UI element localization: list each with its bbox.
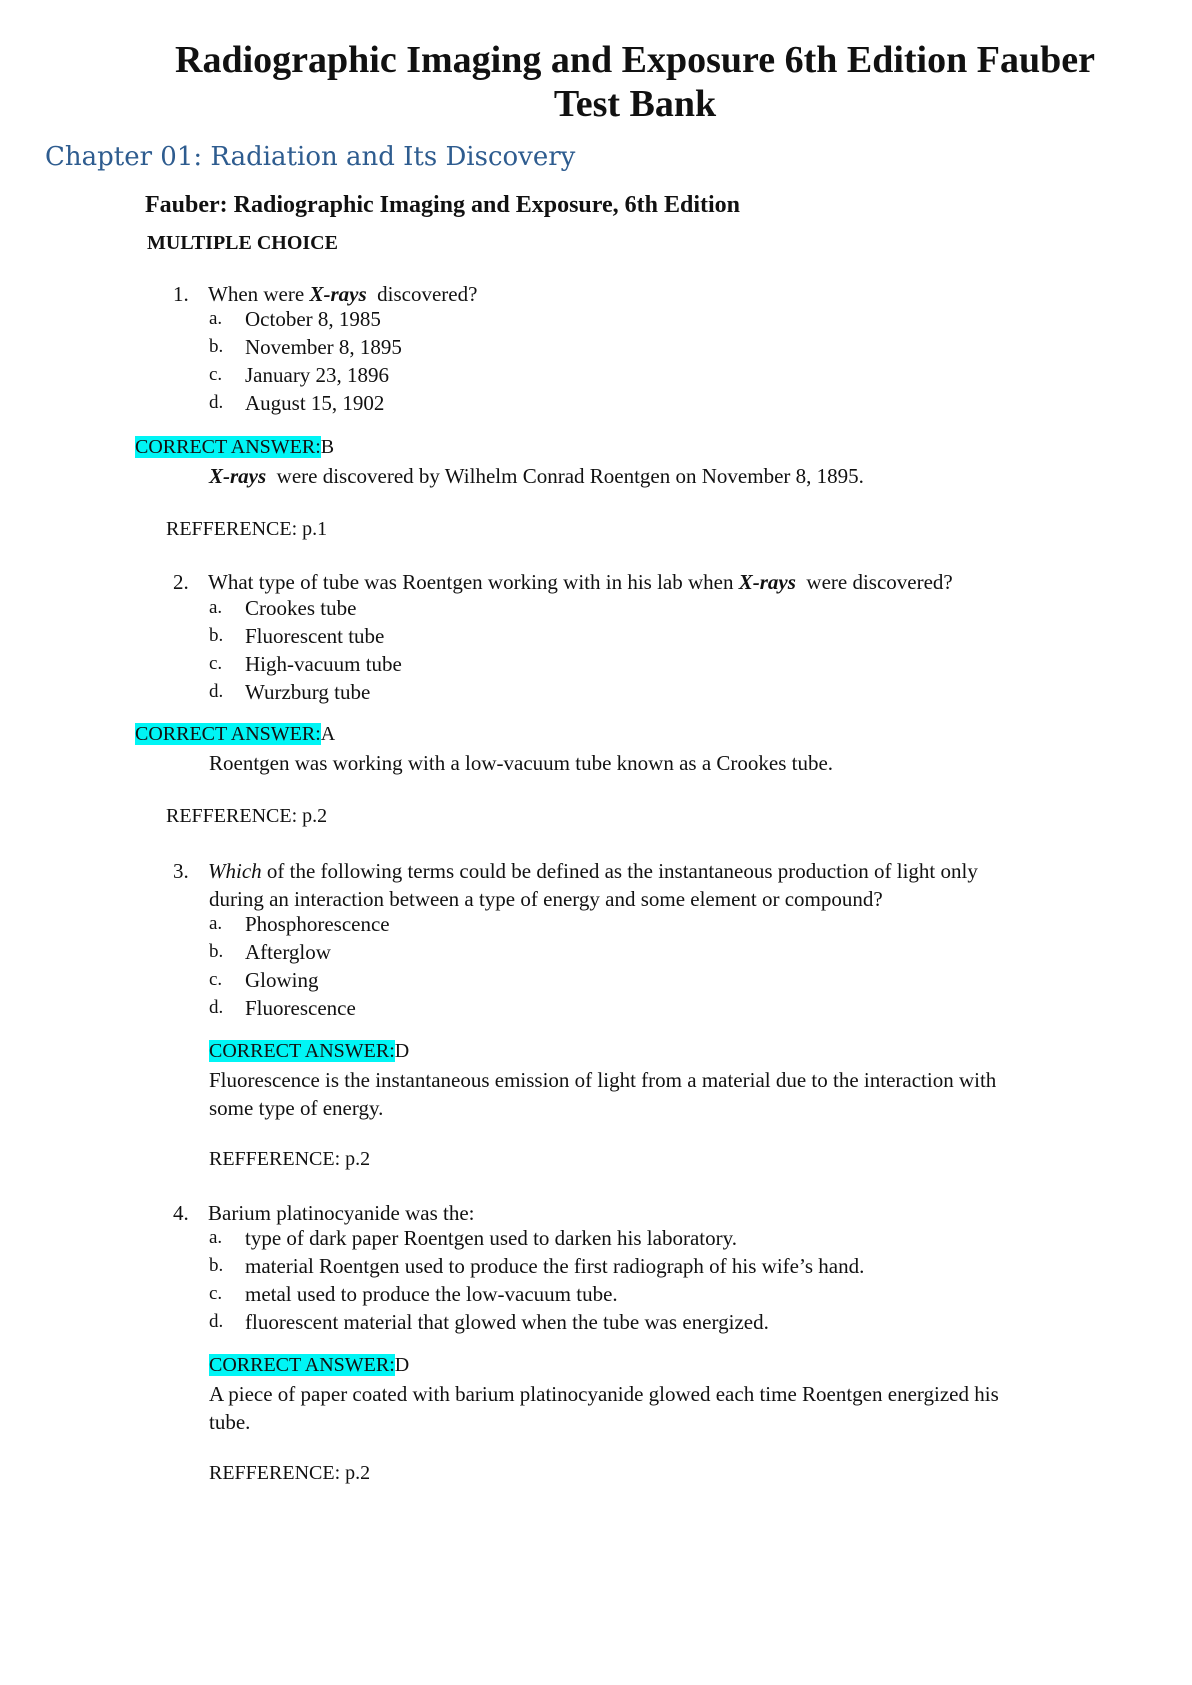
option-d [209, 997, 223, 1019]
question-text-line-1: of the following terms could be defined as the instantaneous production of light only [261, 859, 978, 883]
option-letter: d. [209, 1311, 224, 1332]
option-c [209, 653, 222, 675]
option-letter: d. [209, 997, 224, 1018]
document-title-line-2: Test Bank [553, 83, 717, 125]
option-c [209, 364, 222, 386]
option-text: November 8, 1895 [245, 335, 402, 359]
reference-3 [209, 1148, 370, 1171]
option-text: High-vacuum tube [245, 652, 402, 676]
reference-label: REFFERENCE: [166, 805, 298, 827]
correct-answer-2 [135, 723, 335, 746]
question-emphasis: Which [208, 859, 262, 883]
option-letter: b. [209, 1255, 224, 1276]
explanation-4-line-2: tube. [209, 1410, 251, 1434]
reference-2 [166, 805, 327, 828]
reference-label: REFFERENCE: [166, 518, 298, 540]
option-text: Fluorescence [245, 996, 356, 1020]
option-text: October 8, 1985 [245, 307, 381, 331]
option-letter: a. [209, 1227, 223, 1248]
question-emphasis: X-rays [738, 570, 796, 594]
option-text: material Roentgen used to produce the first radiograph of his wife’s hand. [245, 1254, 865, 1278]
option-text: Wurzburg tube [245, 680, 371, 704]
question-text: Barium platinocyanide was the: [208, 1201, 475, 1225]
reference-4 [209, 1462, 370, 1485]
option-a [209, 308, 222, 330]
option-text: Afterglow [245, 940, 331, 964]
reference-page: p.2 [345, 1462, 371, 1484]
option-c [209, 1283, 222, 1305]
question-3 [173, 857, 978, 885]
option-letter: b. [209, 941, 224, 962]
option-d [209, 681, 223, 703]
chapter-heading: Chapter 01: Radiation and Its Discovery [45, 142, 576, 172]
explanation-emphasis: X-rays [209, 464, 267, 488]
option-text: Glowing [245, 968, 319, 992]
option-b [209, 336, 223, 358]
option-letter: d. [209, 681, 224, 702]
answer-letter: D [394, 1354, 410, 1376]
question-text-end: discovered? [366, 282, 478, 306]
reference-page: p.2 [345, 1148, 371, 1170]
question-number: 2. [173, 570, 189, 594]
correct-answer-1 [135, 436, 334, 459]
option-d [209, 1311, 223, 1333]
explanation-3-line-2: some type of energy. [209, 1096, 384, 1120]
reference-label: REFFERENCE: [209, 1148, 341, 1170]
question-2 [173, 568, 953, 596]
correct-answer-3 [209, 1040, 409, 1063]
reference-page: p.2 [302, 805, 328, 827]
option-b [209, 1255, 223, 1277]
option-letter: c. [209, 364, 223, 385]
answer-letter: B [320, 436, 335, 458]
question-text-start: What type of tube was Roentgen working with in his lab when [208, 570, 739, 594]
option-letter: a. [209, 597, 223, 618]
book-subheading: Fauber: Radiographic Imaging and Exposure, 6th Edition [145, 192, 740, 218]
question-text-end: were discovered? [795, 570, 953, 594]
question-4 [173, 1199, 475, 1227]
question-number: 1. [173, 282, 189, 306]
section-heading: MULTIPLE CHOICE [147, 232, 338, 254]
reference-page: p.1 [302, 518, 328, 540]
question-number: 3. [173, 859, 189, 883]
answer-letter: A [320, 723, 336, 745]
question-emphasis: X-rays [309, 282, 367, 306]
explanation-3-line-1: Fluorescence is the instantaneous emission of light from a material due to the interaction with [209, 1068, 997, 1092]
question-number: 4. [173, 1201, 189, 1225]
option-text: Fluorescent tube [245, 624, 385, 648]
answer-highlight-label: CORRECT ANSWER: [209, 1354, 395, 1376]
reference-1 [166, 518, 327, 541]
option-letter: b. [209, 336, 224, 357]
option-a [209, 1227, 222, 1249]
option-text: fluorescent material that glowed when the tube was energized. [245, 1310, 769, 1334]
option-letter: a. [209, 913, 223, 934]
answer-highlight-label: CORRECT ANSWER: [209, 1040, 395, 1062]
question-1 [173, 280, 477, 308]
option-c [209, 969, 222, 991]
explanation-2: Roentgen was working with a low-vacuum tube known as a Crookes tube. [209, 751, 834, 775]
option-a [209, 597, 222, 619]
answer-letter: D [394, 1040, 410, 1062]
explanation-1 [209, 462, 864, 490]
question-text-start: When were [208, 282, 310, 306]
option-text: Phosphorescence [245, 912, 390, 936]
reference-label: REFFERENCE: [209, 1462, 341, 1484]
option-b [209, 941, 223, 963]
option-letter: c. [209, 969, 223, 990]
option-b [209, 625, 223, 647]
explanation-text: were discovered by Wilhelm Conrad Roentgen on November 8, 1895. [266, 464, 864, 488]
option-letter: c. [209, 1283, 223, 1304]
option-d [209, 392, 223, 414]
option-text: metal used to produce the low-vacuum tube. [245, 1282, 618, 1306]
option-letter: c. [209, 653, 223, 674]
answer-highlight-label: CORRECT ANSWER: [135, 723, 321, 745]
option-text: type of dark paper Roentgen used to darken his laboratory. [245, 1226, 737, 1250]
option-text: August 15, 1902 [245, 391, 385, 415]
document-title-line-1: Radiographic Imaging and Exposure 6th Edition Fauber [175, 39, 1095, 81]
explanation-4-line-1: A piece of paper coated with barium platinocyanide glowed each time Roentgen energized his [209, 1382, 999, 1406]
correct-answer-4 [209, 1354, 409, 1377]
option-letter: a. [209, 308, 223, 329]
option-text: Crookes tube [245, 596, 357, 620]
option-text: January 23, 1896 [245, 363, 390, 387]
question-3-line-2: during an interaction between a type of energy and some element or compound? [209, 887, 883, 911]
option-a [209, 913, 222, 935]
option-letter: b. [209, 625, 224, 646]
answer-highlight-label: CORRECT ANSWER: [135, 436, 321, 458]
option-letter: d. [209, 392, 224, 413]
